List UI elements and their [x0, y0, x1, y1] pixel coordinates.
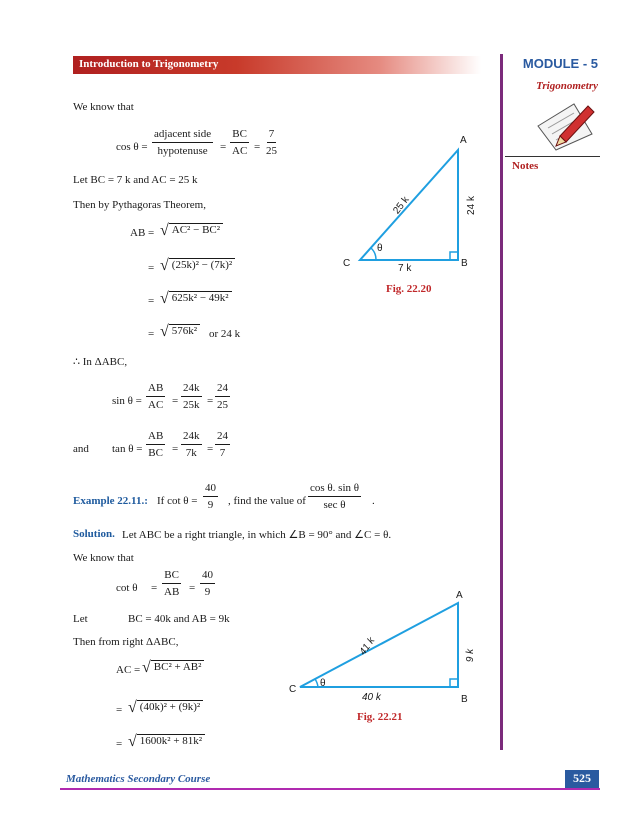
theta-arc-1 — [371, 248, 376, 260]
ac-step-2: √ (40k)² + (9k)² — [128, 699, 203, 717]
right-angle-marker-2 — [450, 679, 458, 687]
equals: = — [172, 443, 179, 455]
equals: = — [220, 141, 227, 153]
tan-frac-1: $\frac{AB}{BC}$ — [148, 430, 164, 459]
let-bc-text: Let BC = 7 k and AC = 25 k — [73, 174, 198, 186]
cos-frac-1: adjacent side hypotenuse — [154, 128, 212, 157]
ab-step-4: √ 576k² — [160, 323, 200, 341]
cot-lhs: cot θ — [116, 582, 138, 594]
we-know-that-1: We know that — [73, 101, 134, 113]
theta-arc-2 — [315, 679, 318, 687]
sin-frac-3: $\frac{24}{25}$ — [217, 382, 228, 411]
pythagoras-text: Then by Pythagoras Theorem, — [73, 199, 206, 211]
figure-caption-1: Fig. 22.20 — [386, 283, 432, 295]
equals: = — [116, 704, 123, 716]
tan-frac-2: $\frac{24k}{7k}$ — [183, 430, 200, 459]
theta-label-2: θ — [320, 678, 326, 689]
equals: = — [148, 328, 155, 340]
notes-label: Notes — [512, 160, 539, 172]
ab-step-1: √ AC² − BC² — [160, 222, 223, 240]
sin-lhs: sin θ = — [112, 395, 142, 407]
vertical-label-1: 24 k — [465, 196, 477, 215]
cos-frac-2: $\frac{BC}{AC}$ — [232, 128, 248, 157]
example-frac-1: $\frac{40}{9}$ — [205, 482, 216, 511]
solution-text: Let ABC be a right triangle, in which ∠B = 90° and ∠C = θ. — [122, 529, 392, 541]
from-right-text: Then from right ΔABC, — [73, 636, 179, 648]
equals: = — [189, 582, 196, 594]
ab-lhs: AB = — [130, 227, 155, 239]
hypotenuse-label-2: 41 k — [357, 635, 378, 658]
module-subtitle: Trigonometry — [536, 80, 598, 92]
example-text-2: , find the value of — [228, 495, 306, 507]
triangle-2 — [300, 603, 458, 687]
ab-step-3: √ 625k² − 49k² — [160, 290, 232, 308]
vertex-c-1: C — [343, 258, 351, 269]
example-frac-2: cos θ. sin θ sec θ — [310, 482, 360, 511]
base-label-1: 7 k — [398, 263, 412, 274]
ac-step-3: √ 1600k² + 81k² — [128, 733, 205, 751]
tan-frac-3: $\frac{24}{7}$ — [217, 430, 228, 459]
equals: = — [172, 395, 179, 407]
vertex-b-2: B — [461, 694, 468, 705]
cos-frac-3: $\frac{7}{25}$ — [266, 128, 277, 157]
page-number: 525 — [565, 770, 599, 788]
right-angle-marker-1 — [450, 252, 458, 260]
solution-label: Solution. — [73, 528, 115, 540]
let-2-values: BC = 40k and AB = 9k — [128, 613, 230, 625]
equals: = — [207, 395, 214, 407]
course-name: Mathematics Secondary Course — [66, 773, 211, 785]
therefore-text: ∴ In ΔABC, — [73, 356, 128, 368]
figure-caption-2: Fig. 22.21 — [357, 711, 403, 723]
cot-frac-2: $\frac{40}{9}$ — [202, 569, 213, 598]
hypotenuse-label-1: 25 k — [391, 194, 412, 217]
module-label: MODULE - 5 — [522, 56, 598, 71]
ac-step-1: √ BC² + AB² — [142, 659, 204, 677]
vertex-a-2: A — [456, 590, 463, 601]
ac-lhs: AC = — [116, 664, 141, 676]
we-know-that-2: We know that — [73, 552, 134, 564]
example-text-1: If cot θ = — [157, 495, 198, 507]
base-label-2: 40 k — [362, 692, 381, 703]
equals: = — [151, 582, 158, 594]
ab-step-2: √ (25k)² − (7k)² — [160, 257, 235, 275]
chapter-title: Introduction to Trigonometry — [79, 58, 219, 70]
equals: = — [148, 262, 155, 274]
sin-frac-2: $\frac{24k}{25k}$ — [183, 382, 200, 411]
vertex-b-1: B — [461, 258, 468, 269]
sin-frac-1: $\frac{AB}{AC}$ — [148, 382, 164, 411]
equals: = — [207, 443, 214, 455]
tan-lhs: tan θ = — [112, 443, 143, 455]
vertex-a-1: A — [460, 135, 467, 146]
equals: = — [254, 141, 261, 153]
vertical-label-2: 9 k — [465, 648, 477, 663]
theta-label-1: θ — [377, 243, 383, 254]
ab-step-4-tail: or 24 k — [209, 328, 241, 340]
let-2: Let — [73, 613, 88, 625]
cot-frac-1: $\frac{BC}{AB}$ — [164, 569, 180, 598]
triangle-1 — [360, 150, 458, 260]
and-text: and — [73, 443, 89, 455]
example-label: Example 22.11.: — [73, 495, 148, 507]
equals: = — [148, 295, 155, 307]
footer-rule — [60, 788, 600, 790]
cos-lhs: cos θ = — [116, 141, 148, 153]
vertex-c-2: C — [289, 684, 297, 695]
example-text-3: . — [372, 495, 375, 507]
equals: = — [116, 738, 123, 750]
